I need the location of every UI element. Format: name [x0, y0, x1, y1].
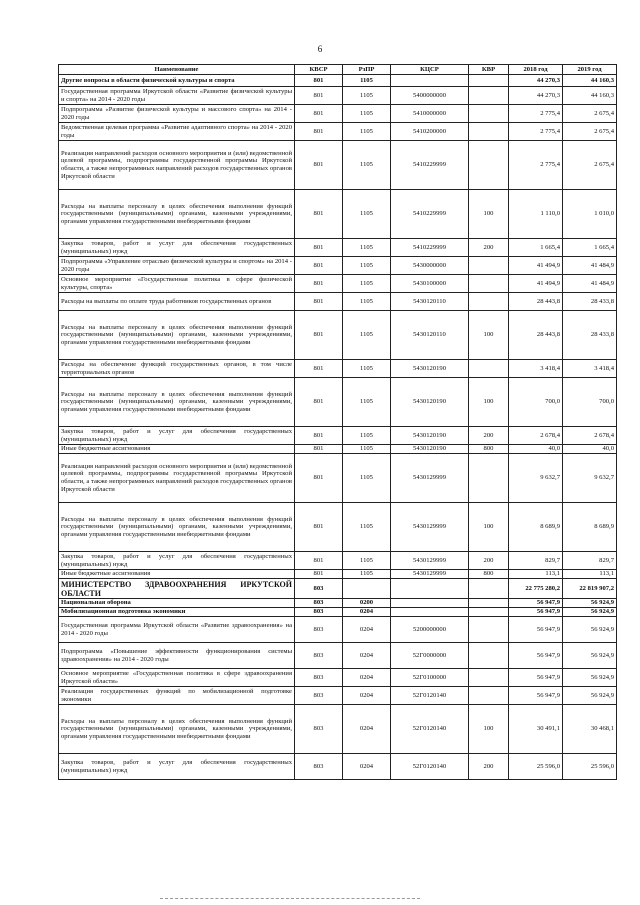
cell-rzpr: 1105: [343, 311, 391, 360]
table-row: [59, 579, 617, 599]
table-row: [59, 754, 617, 780]
cell-kvsr: 803: [295, 579, 343, 599]
cell-kvr: [469, 105, 509, 123]
cell-kvr: 100: [469, 705, 509, 754]
cell-name: Ведомственная целевая программа «Развитие адаптивного спорта» на 2014 - 2020 годы: [59, 123, 295, 141]
cell-kcsr: 5430129999: [391, 503, 469, 552]
cell-rzpr: 1105: [343, 570, 391, 579]
cell-rzpr: 1105: [343, 293, 391, 311]
header-2018: 2018 год: [509, 65, 563, 75]
cell-kvsr: 803: [295, 617, 343, 643]
table-row: [59, 378, 617, 427]
cell-2019: 56 924,9: [563, 599, 617, 608]
table-row: [59, 87, 617, 105]
table-row: [59, 141, 617, 190]
cell-kvr: [469, 643, 509, 669]
cell-rzpr: 0204: [343, 669, 391, 687]
cell-kcsr: [391, 579, 469, 599]
cell-kvsr: 801: [295, 75, 343, 87]
cell-kcsr: 5430120190: [391, 360, 469, 378]
cell-2018: 113,1: [509, 570, 563, 579]
cell-2018: 30 491,1: [509, 705, 563, 754]
cell-kvr: 200: [469, 427, 509, 445]
cell-rzpr: 1105: [343, 454, 391, 503]
cell-kcsr: 5430000000: [391, 257, 469, 275]
cell-2018: 1 110,0: [509, 190, 563, 239]
cell-name: Расходы на выплаты персоналу в целях обеспечения выполнения функций государственными (муниципальными) органами, казенными учреждениями, органами управления государственными внебюджетными фондами: [59, 311, 295, 360]
cell-kvr: 200: [469, 754, 509, 780]
cell-name: Государственная программа Иркутской области «Развитие здравоохранения» на 2014 - 2020 годы: [59, 617, 295, 643]
cell-kvr: [469, 687, 509, 705]
cell-kvr: [469, 608, 509, 617]
cell-kvsr: 803: [295, 608, 343, 617]
cell-kcsr: [391, 608, 469, 617]
cell-rzpr: 0200: [343, 599, 391, 608]
header-rzpr: РзПР: [343, 65, 391, 75]
cell-name: Реализация государственных функций по мобилизационной подготовке экономики: [59, 687, 295, 705]
cell-kcsr: 5430100000: [391, 275, 469, 293]
cell-2018: 56 947,9: [509, 687, 563, 705]
table-row: [59, 705, 617, 754]
cell-name: Реализация направлений расходов основного мероприятия и (или) ведомственной целевой программы, подпрограммы государственной программы Иркутской области, а также непрограммных направлений расходов государственных органов Иркутской области: [59, 141, 295, 190]
cell-rzpr: 1105: [343, 257, 391, 275]
cell-kvsr: 801: [295, 293, 343, 311]
table-row: [59, 599, 617, 608]
cell-name: Расходы на обеспечение функций государственных органов, в том числе территориальных органов: [59, 360, 295, 378]
cell-name: Расходы на выплаты персоналу в целях обеспечения выполнения функций государственными (муниципальными) органами, казенными учреждениями, органами управления государственными внебюджетными фондами: [59, 705, 295, 754]
cell-2019: 40,0: [563, 445, 617, 454]
cell-2018: 41 494,9: [509, 257, 563, 275]
cell-rzpr: 1105: [343, 503, 391, 552]
cell-2019: 56 924,9: [563, 608, 617, 617]
cell-2019: 2 675,4: [563, 123, 617, 141]
cell-rzpr: 0204: [343, 643, 391, 669]
cell-kvsr: 801: [295, 87, 343, 105]
header-2019: 2019 год: [563, 65, 617, 75]
cell-kvr: [469, 123, 509, 141]
cell-2019: 28 433,8: [563, 311, 617, 360]
cell-rzpr: 1105: [343, 360, 391, 378]
cell-kvsr: 801: [295, 311, 343, 360]
cell-rzpr: 1105: [343, 445, 391, 454]
cell-kvsr: 803: [295, 643, 343, 669]
cell-kvsr: 801: [295, 378, 343, 427]
cell-kcsr: 5200000000: [391, 617, 469, 643]
footer-divider: [160, 898, 420, 899]
cell-kcsr: 5410229999: [391, 141, 469, 190]
cell-kvr: 200: [469, 552, 509, 570]
cell-2019: 3 418,4: [563, 360, 617, 378]
cell-kvr: [469, 599, 509, 608]
cell-kcsr: 5430120190: [391, 445, 469, 454]
cell-name: Основное мероприятие «Государственная политика в сфере здравоохранения Иркутской области»: [59, 669, 295, 687]
cell-kvsr: 801: [295, 105, 343, 123]
cell-rzpr: 1105: [343, 427, 391, 445]
cell-kvsr: 801: [295, 445, 343, 454]
cell-rzpr: 1105: [343, 123, 391, 141]
cell-name: Иные бюджетные ассигнования: [59, 445, 295, 454]
cell-2018: 1 665,4: [509, 239, 563, 257]
header-row: [59, 65, 617, 75]
cell-kcsr: 52Г0100000: [391, 669, 469, 687]
cell-name: Мобилизационная подготовка экономики: [59, 608, 295, 617]
cell-rzpr: 0204: [343, 608, 391, 617]
cell-kvr: [469, 579, 509, 599]
table-row: [59, 608, 617, 617]
cell-name: Другие вопросы в области физической культуры и спорта: [59, 75, 295, 87]
cell-kvsr: 803: [295, 669, 343, 687]
cell-kvr: [469, 454, 509, 503]
cell-kcsr: [391, 75, 469, 87]
cell-name: Расходы на выплаты персоналу в целях обеспечения выполнения функций государственными (муниципальными) органами, казенными учреждениями, органами управления государственными внебюджетными фондами: [59, 190, 295, 239]
cell-2018: 3 418,4: [509, 360, 563, 378]
header-kvr: КВР: [469, 65, 509, 75]
cell-kvsr: 801: [295, 141, 343, 190]
table-row: [59, 360, 617, 378]
cell-kvr: [469, 669, 509, 687]
table-row: [59, 552, 617, 570]
cell-kvr: [469, 257, 509, 275]
cell-2019: 44 160,3: [563, 75, 617, 87]
cell-2019: 30 468,1: [563, 705, 617, 754]
cell-2019: 8 689,9: [563, 503, 617, 552]
table-row: [59, 454, 617, 503]
cell-2019: 25 596,0: [563, 754, 617, 780]
table-row: [59, 687, 617, 705]
cell-name: МИНИСТЕРСТВО ЗДРАВООХРАНЕНИЯ ИРКУТСКОЙ ОБЛАСТИ: [59, 579, 295, 599]
cell-2019: 44 160,3: [563, 87, 617, 105]
cell-2018: 2 775,4: [509, 105, 563, 123]
cell-name: Закупка товаров, работ и услуг для обеспечения государственных (муниципальных) нужд: [59, 239, 295, 257]
cell-2019: 56 924,9: [563, 669, 617, 687]
cell-rzpr: 1105: [343, 552, 391, 570]
cell-name: Расходы на выплаты персоналу в целях обеспечения выполнения функций государственными (муниципальными) органами, казенными учреждениями, органами управления государственными внебюджетными фондами: [59, 378, 295, 427]
cell-kvr: 800: [469, 445, 509, 454]
page-number: 6: [317, 44, 323, 54]
cell-kcsr: 5410229999: [391, 239, 469, 257]
cell-2018: 56 947,9: [509, 669, 563, 687]
cell-kvr: 100: [469, 311, 509, 360]
cell-kcsr: 5410000000: [391, 105, 469, 123]
table-row: [59, 503, 617, 552]
cell-kvsr: 801: [295, 552, 343, 570]
table-row: [59, 570, 617, 579]
cell-2019: 22 819 907,2: [563, 579, 617, 599]
header-name: Наименование: [59, 65, 295, 75]
cell-2019: 829,7: [563, 552, 617, 570]
table-row: [59, 190, 617, 239]
cell-2018: 22 775 280,2: [509, 579, 563, 599]
cell-kcsr: [391, 599, 469, 608]
cell-kvr: [469, 87, 509, 105]
cell-2019: 1 010,0: [563, 190, 617, 239]
cell-2019: 56 924,9: [563, 643, 617, 669]
cell-rzpr: 1105: [343, 239, 391, 257]
cell-name: Реализация направлений расходов основного мероприятия и (или) ведомственной целевой программы, подпрограммы государственной программы Иркутской области, а также непрограммных направлений расходов государственных органов Иркутской области: [59, 454, 295, 503]
cell-2019: 2 675,4: [563, 105, 617, 123]
cell-kcsr: 52Г0120140: [391, 687, 469, 705]
cell-rzpr: 1105: [343, 275, 391, 293]
cell-rzpr: [343, 579, 391, 599]
cell-kvsr: 801: [295, 427, 343, 445]
cell-kvsr: 801: [295, 239, 343, 257]
header-kcsr: КЦСР: [391, 65, 469, 75]
cell-kcsr: 52Г0120140: [391, 705, 469, 754]
cell-name: Закупка товаров, работ и услуг для обеспечения государственных (муниципальных) нужд: [59, 552, 295, 570]
table-row: [59, 427, 617, 445]
cell-kvr: [469, 275, 509, 293]
cell-2018: 829,7: [509, 552, 563, 570]
cell-kcsr: 5410229999: [391, 190, 469, 239]
cell-2018: 56 947,9: [509, 599, 563, 608]
cell-2018: 8 689,9: [509, 503, 563, 552]
cell-2019: 56 924,9: [563, 687, 617, 705]
cell-2019: 41 484,9: [563, 257, 617, 275]
cell-kvr: [469, 293, 509, 311]
cell-name: Подпрограмма «Повышение эффективности функционирования системы здравоохранения» на 2014 - 2020 годы: [59, 643, 295, 669]
cell-2018: 56 947,9: [509, 617, 563, 643]
cell-kvr: 100: [469, 378, 509, 427]
cell-kvsr: 801: [295, 360, 343, 378]
cell-2018: 40,0: [509, 445, 563, 454]
cell-rzpr: 1105: [343, 105, 391, 123]
cell-kvr: 200: [469, 239, 509, 257]
cell-2019: 1 665,4: [563, 239, 617, 257]
cell-2018: 44 270,3: [509, 87, 563, 105]
cell-rzpr: 0204: [343, 754, 391, 780]
cell-name: Основное мероприятие «Государственная политика в сфере физической культуры, спорта»: [59, 275, 295, 293]
cell-2018: 28 443,8: [509, 293, 563, 311]
cell-kvsr: 801: [295, 190, 343, 239]
cell-name: Расходы на выплаты по оплате труда работников государственных органов: [59, 293, 295, 311]
cell-kcsr: 5430120190: [391, 378, 469, 427]
table-row: [59, 445, 617, 454]
table-row: [59, 617, 617, 643]
cell-rzpr: 0204: [343, 687, 391, 705]
cell-kvsr: 803: [295, 687, 343, 705]
cell-kcsr: 5430129999: [391, 454, 469, 503]
table-body: [59, 75, 617, 780]
budget-table: [58, 64, 617, 780]
cell-kvsr: 801: [295, 570, 343, 579]
cell-name: Национальная оборона: [59, 599, 295, 608]
cell-kcsr: 5430120110: [391, 311, 469, 360]
cell-rzpr: 1105: [343, 378, 391, 427]
cell-kcsr: 52Г0120140: [391, 754, 469, 780]
cell-kvsr: 801: [295, 275, 343, 293]
cell-name: Иные бюджетные ассигнования: [59, 570, 295, 579]
cell-kvsr: 801: [295, 503, 343, 552]
cell-name: Подпрограмма «Управление отраслью физической культуры и спортом» на 2014 - 2020 годы: [59, 257, 295, 275]
cell-2018: 44 270,3: [509, 75, 563, 87]
table-row: [59, 311, 617, 360]
cell-name: Закупка товаров, работ и услуг для обеспечения государственных (муниципальных) нужд: [59, 754, 295, 780]
cell-rzpr: 0204: [343, 617, 391, 643]
cell-rzpr: 1105: [343, 75, 391, 87]
cell-rzpr: 1105: [343, 190, 391, 239]
cell-kcsr: 5410200000: [391, 123, 469, 141]
cell-2019: 2 678,4: [563, 427, 617, 445]
cell-kvr: [469, 75, 509, 87]
table-row: [59, 643, 617, 669]
cell-rzpr: 1105: [343, 87, 391, 105]
cell-rzpr: 1105: [343, 141, 391, 190]
cell-2019: 56 924,9: [563, 617, 617, 643]
cell-2018: 2 775,4: [509, 141, 563, 190]
cell-2019: 113,1: [563, 570, 617, 579]
cell-name: Государственная программа Иркутской области «Развитие физической культуры и спорта» на 2014 - 2020 годы: [59, 87, 295, 105]
cell-2018: 700,0: [509, 378, 563, 427]
cell-2018: 25 596,0: [509, 754, 563, 780]
cell-2018: 2 678,4: [509, 427, 563, 445]
cell-2018: 56 947,9: [509, 643, 563, 669]
cell-kvr: [469, 141, 509, 190]
table-row: [59, 669, 617, 687]
cell-2019: 700,0: [563, 378, 617, 427]
cell-kcsr: 5430120110: [391, 293, 469, 311]
table-row: [59, 275, 617, 293]
cell-kvsr: 803: [295, 599, 343, 608]
table-row: [59, 239, 617, 257]
table-row: [59, 257, 617, 275]
cell-kcsr: 5430120190: [391, 427, 469, 445]
cell-kcsr: 5400000000: [391, 87, 469, 105]
cell-kcsr: 5430129999: [391, 570, 469, 579]
cell-kvsr: 801: [295, 454, 343, 503]
cell-2018: 2 775,4: [509, 123, 563, 141]
cell-kvsr: 801: [295, 123, 343, 141]
cell-2019: 9 632,7: [563, 454, 617, 503]
table-row: [59, 75, 617, 87]
cell-2018: 9 632,7: [509, 454, 563, 503]
cell-kcsr: 52Г0000000: [391, 643, 469, 669]
cell-kvr: [469, 360, 509, 378]
table-row: [59, 105, 617, 123]
cell-rzpr: 0204: [343, 705, 391, 754]
cell-name: Подпрограмма «Развитие физической культуры и массового спорта» на 2014 - 2020 годы: [59, 105, 295, 123]
cell-name: Закупка товаров, работ и услуг для обеспечения государственных (муниципальных) нужд: [59, 427, 295, 445]
cell-2018: 56 947,9: [509, 608, 563, 617]
cell-2018: 41 494,9: [509, 275, 563, 293]
cell-kvr: 800: [469, 570, 509, 579]
cell-name: Расходы на выплаты персоналу в целях обеспечения выполнения функций государственными (муниципальными) органами, казенными учреждениями, органами управления государственными внебюджетными фондами: [59, 503, 295, 552]
cell-kvsr: 803: [295, 754, 343, 780]
cell-2018: 28 443,8: [509, 311, 563, 360]
cell-kvsr: 803: [295, 705, 343, 754]
cell-kvr: 100: [469, 190, 509, 239]
cell-kvsr: 801: [295, 257, 343, 275]
cell-2019: 2 675,4: [563, 141, 617, 190]
cell-kvr: 100: [469, 503, 509, 552]
header-kvsr: КВСР: [295, 65, 343, 75]
cell-2019: 28 433,8: [563, 293, 617, 311]
table-row: [59, 293, 617, 311]
cell-2019: 41 484,9: [563, 275, 617, 293]
table-row: [59, 123, 617, 141]
cell-kvr: [469, 617, 509, 643]
cell-kcsr: 5430129999: [391, 552, 469, 570]
